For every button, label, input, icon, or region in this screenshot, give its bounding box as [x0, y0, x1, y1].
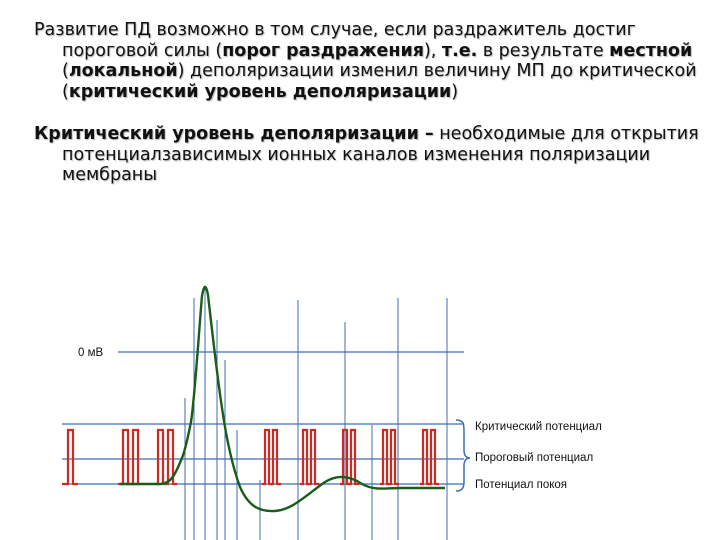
text-run: ) деполяризации изменил величину МП до критической ( [62, 61, 697, 102]
text-run: ), [423, 40, 442, 61]
threshold-potential-label: Пороговый потенциал [475, 452, 594, 464]
critical-potential-label: Критический потенциал [475, 421, 602, 433]
levels-bracket [456, 420, 470, 491]
time-markers [185, 287, 447, 540]
term-critical-level-heading: Критический уровень деполяризации – [34, 124, 434, 144]
term-localized: локальной [68, 61, 178, 81]
zero-mv-label: 0 мВ [78, 347, 104, 359]
term-critical-level: критический уровень деполяризации [68, 81, 452, 102]
term-threshold-stimulus: порог раздражения [222, 40, 424, 61]
text-run: ( [62, 61, 69, 81]
term-local: местной [609, 40, 693, 61]
text-run: ) [451, 81, 459, 102]
abbr-ie: т.е. [441, 40, 478, 61]
text-run: необходимые для открытия потенциалзависимых ионных каналов изменения поляризации мембраны [62, 124, 699, 185]
resting-potential-label: Потенциал покоя [475, 479, 568, 491]
text-run: Развитие ПД возможно в том случае, если раздражитель достиг пороговой силы ( [34, 20, 636, 61]
stimulus-pulses [62, 430, 439, 484]
text-run: в результате [477, 40, 610, 61]
